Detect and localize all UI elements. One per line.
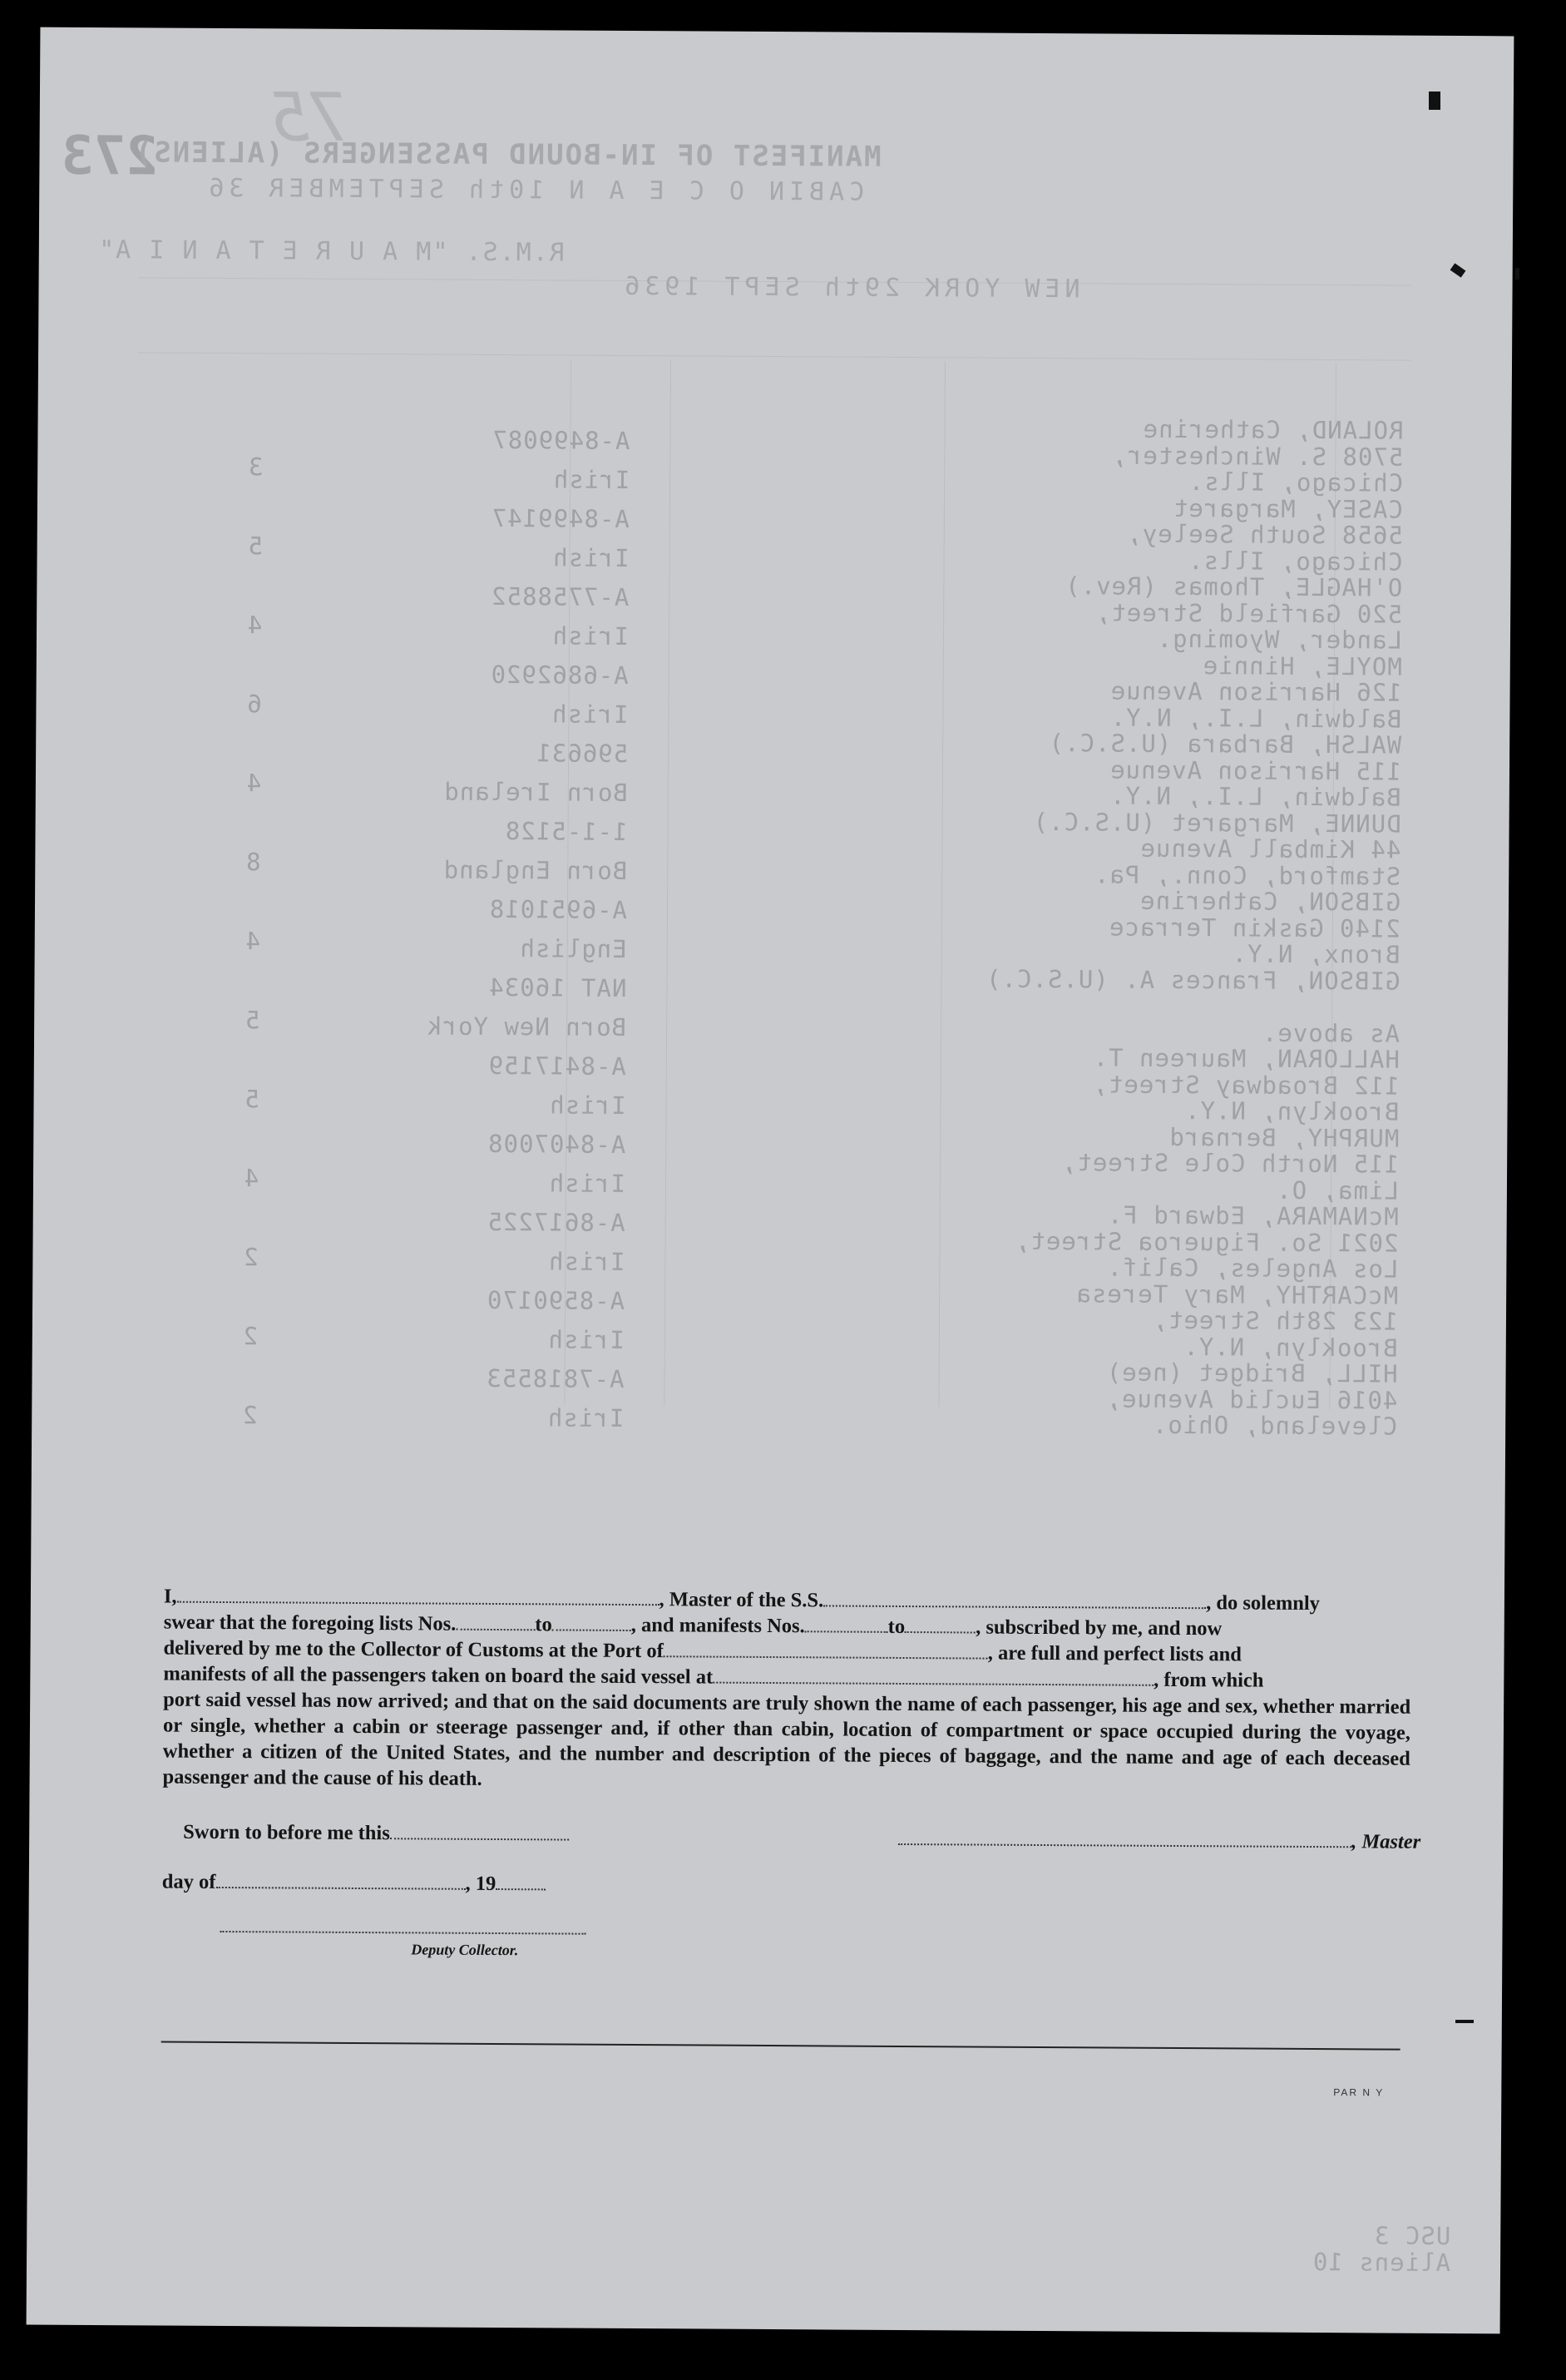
- passenger-line: McCARTHY, Mary Teresa: [1075, 1279, 1399, 1310]
- passenger-line: 115 North Cole Street,: [1060, 1148, 1400, 1179]
- passenger-line: 4016 Euclid Avenue,: [1105, 1383, 1398, 1415]
- passenger-line: GIBSON, Frances A. (U.S.C.): [985, 964, 1401, 996]
- blank-field[interactable]: [456, 1614, 535, 1631]
- passenger-line: 5658 South Seeley,: [1126, 519, 1403, 550]
- age-value: 6: [246, 690, 262, 719]
- blank-field[interactable]: [823, 1590, 1206, 1609]
- visa-line: A-7758852: [491, 581, 630, 611]
- printer-mark: PAR N Y: [1333, 2086, 1385, 2099]
- passenger-line: 5708 S. Winchester,: [1111, 440, 1404, 472]
- day-of-label: day of: [161, 1870, 216, 1893]
- master-signature-field[interactable]: [898, 1828, 1351, 1848]
- visa-column: [358, 420, 630, 1438]
- passenger-line: MOYLE, Hinnie: [1202, 651, 1402, 681]
- corner-note: [1312, 2223, 1451, 2276]
- blank-field[interactable]: [177, 1586, 659, 1606]
- visa-line: A-7818553: [486, 1363, 625, 1393]
- oath-text: I,: [163, 1585, 177, 1608]
- master-label: , Master: [1351, 1830, 1421, 1853]
- blank-field[interactable]: [713, 1667, 1154, 1686]
- manifest-subtitle: CABIN O C E A N 10th SEPTEMBER 36: [204, 173, 865, 207]
- visa-line: 596631: [536, 739, 629, 768]
- passenger-line: As above.: [1261, 1018, 1401, 1048]
- oath-text: delivered by me to the Collector of Customs at the Port of: [163, 1636, 664, 1663]
- passenger-line: Brooklyn, N.Y.: [1183, 1332, 1398, 1363]
- scan-speck: [1515, 268, 1519, 280]
- passenger-line: HALLORAN, Maureen T.: [1092, 1043, 1401, 1074]
- passenger-line: O'HAGLE, Thomas (Rev.): [1065, 571, 1403, 602]
- passenger-line: 2021 So. Figueroa Street,: [1014, 1226, 1399, 1258]
- oath-body: port said vessel has now arrived; and that on the said documents are truly shown the name of each passenger, his age and sex, whether married or single, whether a cabin or steerage passenger and, if other than cabin, location of compartment or space occupied during the voyage, whether a citizen of the United States, and the number and description of the pieces of baggage, and the name and age of each deceased passenger and the cause of his death.: [162, 1688, 1411, 1790]
- day-line: [162, 1871, 546, 1897]
- visa-line: A-8499147: [491, 503, 630, 533]
- visa-line: Irish: [548, 1169, 626, 1198]
- visa-line: Irish: [547, 1247, 625, 1276]
- sworn-label: Sworn to before me this: [183, 1820, 390, 1845]
- passenger-line: Stamford, Conn., Pa.: [1093, 859, 1401, 891]
- passenger-line: 112 Broadway Street,: [1092, 1069, 1400, 1101]
- age-column: [200, 428, 306, 1456]
- visa-line: Irish: [549, 1091, 626, 1120]
- oath-text: , Master of the S.S.: [659, 1588, 824, 1612]
- manifest-sheet: [27, 27, 1514, 2334]
- age-value: 4: [245, 927, 261, 956]
- oath-text: , from which: [1154, 1668, 1264, 1692]
- blank-field[interactable]: [905, 1616, 976, 1634]
- vessel-line: R.M.S. "M A U R E T A N I A": [96, 235, 565, 268]
- deputy-signature-field[interactable]: [220, 1916, 585, 1935]
- passenger-column: [815, 414, 1403, 1440]
- page-number: 273: [61, 125, 158, 188]
- passenger-line: Baldwin, L.I., N.Y.: [1109, 702, 1402, 734]
- age-value: 5: [244, 1085, 259, 1114]
- oath-text: , and manifests Nos.: [630, 1613, 805, 1638]
- passenger-line: Chicago, Ills.: [1188, 468, 1404, 497]
- age-value: 4: [245, 769, 262, 798]
- oath-text: to: [887, 1615, 906, 1639]
- visa-line: A-6951018: [488, 894, 628, 924]
- visa-line: Born New York: [427, 1012, 627, 1042]
- blank-field[interactable]: [496, 1873, 546, 1890]
- deputy-label: Deputy Collector.: [411, 1941, 519, 1959]
- visa-line: English: [519, 934, 627, 963]
- visa-line: A-8590170: [486, 1285, 625, 1315]
- deputy-signature-line: [220, 1915, 585, 1941]
- bleed-through-text: [27, 27, 1514, 2334]
- age-value: 3: [247, 453, 264, 482]
- blank-field[interactable]: [664, 1640, 988, 1659]
- blank-field[interactable]: [805, 1616, 888, 1633]
- passenger-line: ROLAND, Catherine: [1142, 414, 1404, 445]
- passenger-line: 2140 Gaskin Terrace: [1109, 912, 1401, 943]
- passenger-line: 44 Kimball Avenue: [1139, 834, 1401, 864]
- visa-line: Irish: [552, 465, 630, 494]
- passenger-line: 520 Garfield Street,: [1094, 597, 1403, 629]
- visa-line: Irish: [551, 700, 629, 729]
- age-value: 2: [242, 1322, 259, 1351]
- visa-line: A-6862920: [490, 660, 629, 690]
- year-label: , 19: [465, 1872, 496, 1896]
- visa-line: A-8499087: [492, 425, 630, 455]
- passenger-line: Brooklyn, N.Y.: [1183, 1096, 1400, 1126]
- passenger-line: Cleveland, Ohio.: [1151, 1410, 1398, 1441]
- visa-line: NAT 16034: [488, 972, 627, 1002]
- passenger-line: MURPHY, Bernard: [1168, 1122, 1400, 1153]
- passenger-line: Chicago, Ills.: [1188, 546, 1403, 576]
- sworn-line: [183, 1821, 569, 1847]
- passenger-line: DUNNE, Margaret (U.S.C.): [1032, 807, 1401, 839]
- visa-line: 1-1-5128: [504, 817, 628, 846]
- age-value: 5: [247, 532, 263, 561]
- corner-line: Aliens 10: [1312, 2247, 1451, 2277]
- visa-line: A-8417159: [487, 1051, 626, 1081]
- passenger-line: Los Angeles, Calif.: [1106, 1253, 1399, 1284]
- age-value: 2: [241, 1401, 258, 1430]
- port-line: NEW YORK 29th SEPT 1936: [620, 271, 1080, 304]
- manifest-title: MANIFEST OF IN-BOUND PASSENGERS (ALIENS): [133, 136, 882, 174]
- age-value: 4: [243, 1164, 259, 1193]
- blank-field[interactable]: [215, 1872, 465, 1890]
- passenger-line: CASEY, Margaret: [1172, 493, 1404, 524]
- oath-text: , are full and perfect lists and: [987, 1641, 1242, 1666]
- visa-line: A-8407008: [487, 1129, 626, 1159]
- passenger-line: Baldwin, L.I., N.Y.: [1109, 781, 1401, 812]
- oath-text: swear that the foregoing lists Nos.: [163, 1611, 457, 1635]
- oath-text: manifests of all the passengers taken on board the said vessel at: [163, 1662, 714, 1689]
- corner-line: USC 3: [1373, 2221, 1451, 2251]
- visa-line: Irish: [547, 1325, 625, 1354]
- master-line: [898, 1828, 1420, 1854]
- passenger-line: GIBSON, Catherine: [1139, 886, 1401, 917]
- passenger-line: Lander, Wyoming.: [1156, 624, 1403, 655]
- visa-line: Irish: [546, 1403, 625, 1432]
- passenger-line: Lima, O.: [1276, 1175, 1400, 1205]
- passenger-line: 115 Harrison Avenue: [1109, 755, 1402, 786]
- blank-field[interactable]: [552, 1614, 631, 1631]
- oath-text: to: [535, 1613, 552, 1636]
- visa-line: A-8617225: [487, 1207, 625, 1237]
- age-value: 2: [243, 1243, 259, 1272]
- passenger-line: 123 28th Street,: [1152, 1305, 1399, 1336]
- scan-speck: [1429, 92, 1440, 110]
- handwritten-mark: 75: [269, 78, 350, 156]
- blank-field[interactable]: [390, 1823, 569, 1840]
- passenger-line: McNAMARA, Edward F.: [1106, 1200, 1399, 1231]
- oath-text: , do solemnly: [1206, 1591, 1321, 1616]
- scan-speck: [1455, 2020, 1474, 2023]
- passenger-line: Bronx, N.Y.: [1231, 939, 1401, 969]
- age-value: 4: [246, 611, 263, 640]
- visa-line: Born England: [442, 855, 628, 885]
- visa-line: Irish: [552, 543, 630, 572]
- oath-text: , subscribed by me, and now: [976, 1616, 1223, 1640]
- passenger-line: [818, 991, 1400, 1021]
- age-value: 8: [245, 848, 261, 877]
- age-value: 5: [244, 1006, 260, 1035]
- passenger-line: WALSH, Barbara (U.S.C.): [1048, 729, 1402, 760]
- oath-paragraph: [163, 1584, 1411, 1798]
- passenger-line: HILL, Bridget (nee): [1105, 1358, 1398, 1388]
- visa-line: Irish: [551, 621, 630, 651]
- visa-line: Born Ireland: [443, 777, 628, 807]
- passenger-line: 126 Harrison Avenue: [1109, 676, 1402, 707]
